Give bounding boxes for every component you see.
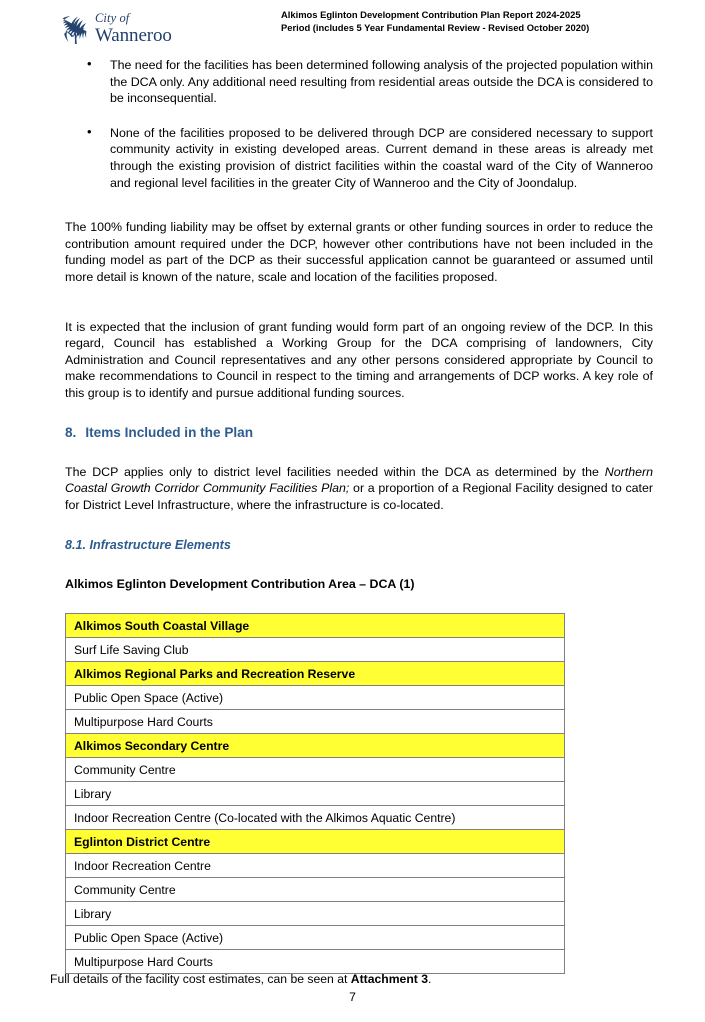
- spacer: [65, 513, 653, 537]
- paragraph-grant-funding: It is expected that the inclusion of grant funding would form part of an ongoing review of the DCP. In this regard, Council has established a Working Group for the DCA comprising of landowners, City Administration and Council representatives and any other persons considered appropriate by Council to make recommendations to Council in respect to the timing and arrangements of DCP works. A key role of this group is to identify and pursue additional funding sources.: [65, 319, 653, 400]
- facility-label: Public Open Space (Active): [66, 926, 565, 950]
- spacer: [65, 402, 653, 424]
- footer-attachment-note: [50, 971, 431, 987]
- table-row: [66, 806, 565, 830]
- table-row: [66, 710, 565, 734]
- dcp-scope-text-tail: or a proportion of a Regional Facility designed to cater for District Level Infrastructure, where the infrastructure is co-located.: [65, 481, 653, 512]
- infrastructure-elements-table: [65, 613, 565, 974]
- facility-label: Library: [66, 782, 565, 806]
- facility-label: Community Centre: [66, 758, 565, 782]
- document-body: [65, 57, 653, 974]
- section-number: 8.: [65, 424, 77, 440]
- table-row: [66, 878, 565, 902]
- facility-label: Public Open Space (Active): [66, 686, 565, 710]
- table-row-group-header: [66, 734, 565, 758]
- table-row: [66, 638, 565, 662]
- facility-label: Community Centre: [66, 878, 565, 902]
- spacer: [65, 593, 653, 613]
- page-title: [65, 424, 653, 442]
- table-body: [66, 614, 565, 974]
- logo-line-wanneroo: Wanneroo: [95, 24, 172, 46]
- city-of-wanneroo-logo: [58, 9, 198, 49]
- table-row-group-header: [66, 662, 565, 686]
- header-document-title: [281, 9, 681, 34]
- group-label: Alkimos Regional Parks and Recreation Reserve: [66, 662, 565, 686]
- dcp-scope-text-lead: The DCP applies only to district level facilities needed within the DCA as determined by the: [65, 464, 605, 479]
- facility-label: Multipurpose Hard Courts: [66, 950, 565, 974]
- facility-label: Library: [66, 902, 565, 926]
- spacer: [65, 209, 653, 219]
- paragraph-funding-liability: The 100% funding liability may be offset by external grants or other funding sources in order to reduce the contribution amount required under the DCP, however other contributions have not been included in the funding model as part of the DCP as their successful application cannot be guaranteed or assumed until more detail is known of the nature, scale and location of the facilities proposed.: [65, 220, 653, 284]
- facility-label: Multipurpose Hard Courts: [66, 710, 565, 734]
- table-row: [66, 902, 565, 926]
- section-title: Items Included in the Plan: [85, 424, 254, 440]
- group-label: Eglinton District Centre: [66, 830, 565, 854]
- header-title-line-1: Alkimos Eglinton Development Contribution Plan Report 2024-2025: [281, 9, 581, 20]
- paragraph-dcp-scope: [65, 464, 653, 514]
- assumptions-bullet-list: [65, 57, 653, 191]
- footer-note-attachment: Attachment 3: [350, 972, 428, 986]
- table-caption-dca-1: Alkimos Eglinton Development Contribution Area – DCA (1): [65, 577, 415, 592]
- header-title-line-2: Period (includes 5 Year Fundamental Review - Revised October 2020): [281, 21, 590, 33]
- facility-label: Indoor Recreation Centre (Co-located with the Alkimos Aquatic Centre): [66, 806, 565, 830]
- facility-label: Surf Life Saving Club: [66, 638, 565, 662]
- footer-note-tail: .: [427, 972, 432, 986]
- table-row: [66, 926, 565, 950]
- dcp-scope-plan-name: Northern Coastal Growth Corridor Community Facilities Plan;: [65, 464, 653, 496]
- group-label: Alkimos Secondary Centre: [66, 734, 565, 758]
- table-row: [66, 758, 565, 782]
- logo-line-city: City of: [95, 11, 130, 25]
- spacer: [65, 442, 653, 464]
- table-row: [66, 854, 565, 878]
- spacer: [65, 554, 653, 576]
- footer-note-lead: Full details of the facility cost estimates, can be seen at: [50, 972, 351, 986]
- city-of-wanneroo-grasstree-emblem-icon: [58, 10, 92, 46]
- facility-label: Indoor Recreation Centre: [66, 854, 565, 878]
- page-number: 7: [349, 990, 356, 1004]
- list-item: • None of the facilities proposed to be delivered through DCP are considered necessary to support community activity in existing developed areas. Current demand in these areas is already met through the existing provision of district facilities within the coastal ward of the City of Wanneroo and regional level facilities in the greater City of Wanneroo and the City of Joondalup.: [65, 125, 653, 191]
- document-header: [0, 0, 705, 52]
- table-row-group-header: [66, 614, 565, 638]
- subsection-infrastructure-elements: 8.1. Infrastructure Elements: [65, 538, 231, 553]
- list-item: • The need for the facilities has been determined following analysis of the projected population within the DCA only. Any additional need resulting from residential areas outside the DCA is considered to be inconsequential.: [65, 57, 653, 107]
- table-row-group-header: [66, 830, 565, 854]
- logo-wordmark: [95, 9, 172, 45]
- table-row: [66, 782, 565, 806]
- table-row: [66, 686, 565, 710]
- spacer: [65, 302, 653, 319]
- group-label: Alkimos South Coastal Village: [66, 614, 565, 638]
